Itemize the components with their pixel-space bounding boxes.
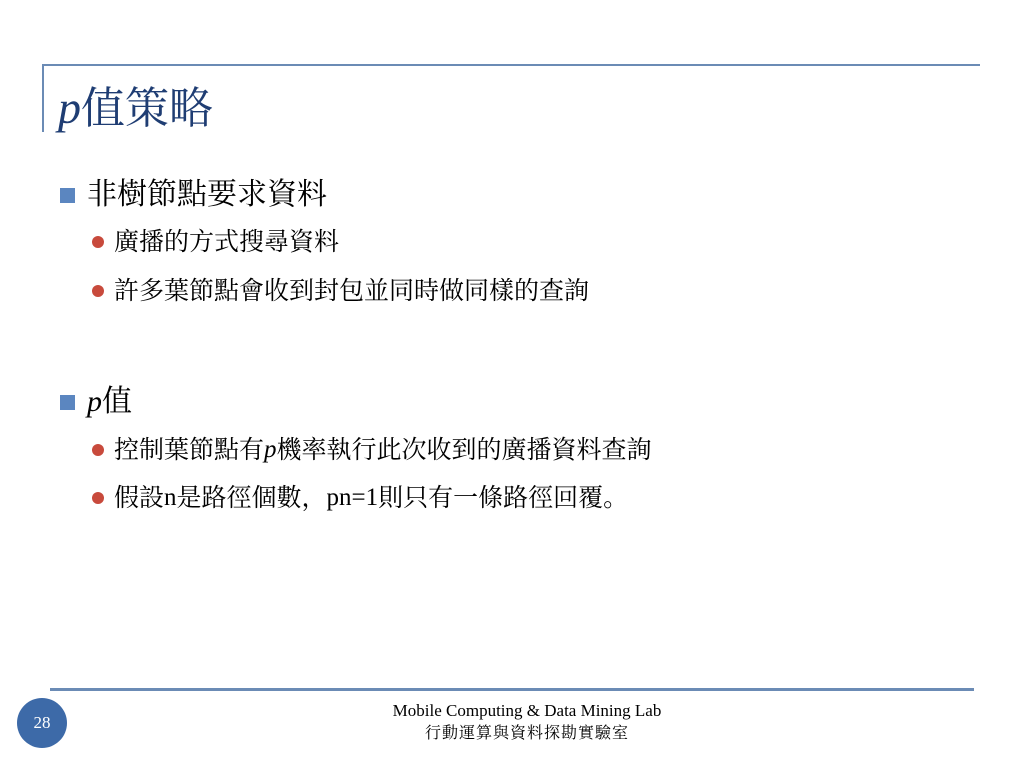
- bullet-text-part3: 是路徑個數，: [176, 483, 327, 512]
- bullet-text-part4: pn=1: [326, 484, 379, 511]
- bullet-level1-1: [60, 176, 327, 214]
- square-bullet-icon: [60, 188, 75, 203]
- dot-bullet-icon: [92, 444, 104, 456]
- title-italic-p: p: [58, 82, 81, 133]
- bullet-text-part5: 則只有一條路徑回覆。: [378, 483, 629, 512]
- title-text: 值策略: [81, 83, 213, 134]
- bullet-level2-3: [92, 434, 652, 466]
- bullet-text: 值: [102, 384, 132, 419]
- bullet-text-part1: 假設: [114, 483, 165, 512]
- bullet-text: 廣播的方式搜尋資料: [114, 227, 340, 256]
- italic-p-text: p: [264, 436, 277, 463]
- footer-lab-name: [312, 700, 742, 744]
- footer-lab-en: Mobile Computing & Data Mining Lab: [392, 701, 662, 720]
- footer-rule: [50, 688, 974, 691]
- dot-bullet-icon: [92, 492, 104, 504]
- footer-lab-zh: 行動運算與資料探勘實驗室: [424, 723, 629, 742]
- bullet-text-after: 機率執行此次收到的廣播資料查詢: [276, 435, 652, 464]
- title-left-rule: [42, 64, 44, 132]
- bullet-text-part2: n: [164, 484, 177, 511]
- page-number-badge: 28: [17, 698, 67, 748]
- bullet-text-before: 控制葉節點有: [114, 435, 265, 464]
- bullet-level1-2: [60, 383, 132, 421]
- square-bullet-icon: [60, 395, 75, 410]
- bullet-level2-4: [92, 482, 628, 514]
- italic-p-text: p: [87, 385, 102, 418]
- slide-title: [58, 80, 213, 137]
- dot-bullet-icon: [92, 236, 104, 248]
- title-top-rule: [42, 64, 980, 66]
- bullet-level2-2: [92, 275, 589, 307]
- dot-bullet-icon: [92, 285, 104, 297]
- bullet-text: 非樹節點要求資料: [87, 177, 327, 212]
- bullet-text: 許多葉節點會收到封包並同時做同樣的查詢: [114, 276, 590, 305]
- bullet-level2-1: [92, 226, 339, 258]
